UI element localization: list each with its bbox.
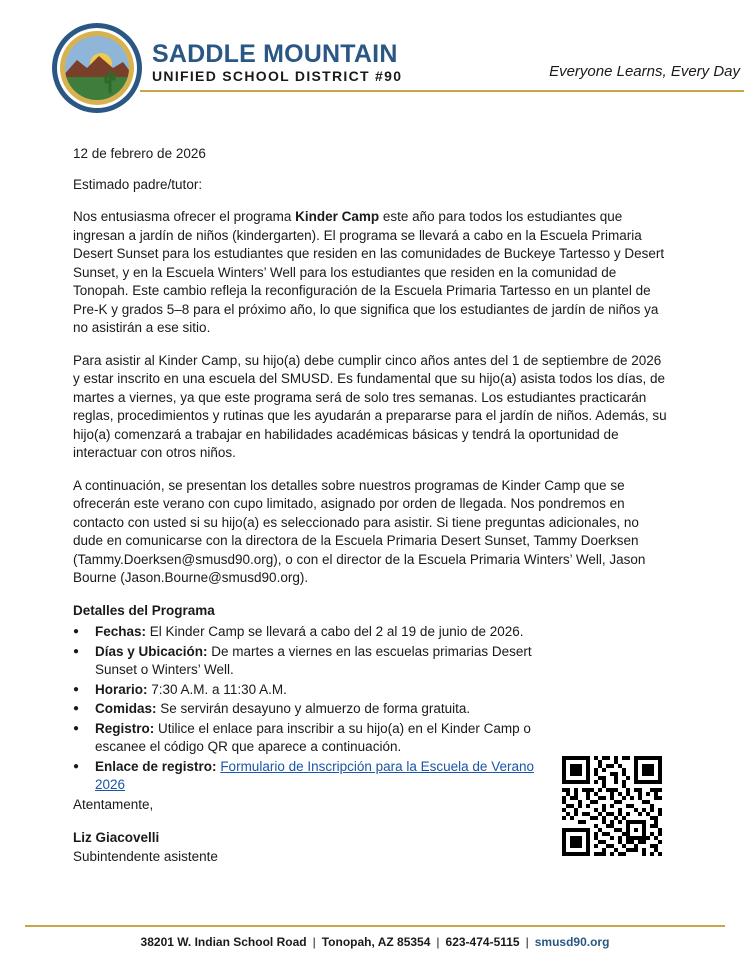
footer-phone: 623-474-5115 xyxy=(445,935,520,949)
header-divider xyxy=(140,90,744,92)
detail-text: De martes a viernes en las escuelas primarias Desert Sunset o Winters’ Well. xyxy=(95,643,532,677)
detail-days-location xyxy=(95,643,555,680)
program-details-list xyxy=(73,623,555,795)
district-tagline: Everyone Learns, Every Day xyxy=(549,63,740,80)
letterhead xyxy=(0,0,750,100)
paragraph-eligibility: Para asistir al Kinder Camp, su hijo(a) debe cumplir cinco años antes del 1 de septiembre de 2026 y estar inscrito en una escuela del SMUSD. Es fundamental que su hijo(a) asista todos los días, de martes a viernes, ya que este programa será de solo tres semanas. Los estudiantes practicarán reglas, procedimientos y rutinas que les ayudarán a prepararse para el jardín de niños. Además, su hijo(a) comenzará a trabajar en habilidades académicas básicas y tendrá la oportunidad de interactuar con otros niños. xyxy=(73,352,667,460)
detail-label: Fechas: xyxy=(95,624,147,639)
intro-text-start: Nos entusiasma ofrecer el programa xyxy=(73,209,296,224)
registration-form-link[interactable]: Formulario de Inscripción para la Escuela de Verano 2026 xyxy=(95,758,534,792)
footer-address: 38201 W. Indian School Road xyxy=(140,935,307,949)
details-heading: Detalles del Programa xyxy=(73,602,215,618)
detail-text: Se servirán desayuno y almuerzo de forma gratuita. xyxy=(156,701,471,716)
footer-contact xyxy=(0,935,750,949)
separator: | xyxy=(312,935,316,949)
letter-date: 12 de febrero de 2026 xyxy=(73,146,206,161)
detail-registration xyxy=(95,720,555,757)
salutation: Estimado padre/tutor: xyxy=(73,176,203,192)
intro-text-end: este año para todos los estudiantes que ingresan a jardín de niños (kindergarten). El programa se llevará a cabo en la Escuela Primaria Desert Sunset para los estudiantes que residen en las comunidades de Buckeye Tartesso y Desert Sunset, y en la Escuela Winters’ Well para los estudiantes que residen en la comunidad de Tonopah. Este cambio refleja la reconfiguración de la Escuela Primaria Tartesso en un plantel de Pre-K y grados 5–8 para el próximo año, lo que significa que los estudiantes de jardín de niños ya no asistirán a ese sitio. xyxy=(73,209,665,335)
detail-text: Utilice el enlace para inscribir a su hijo(a) en el Kinder Camp o escanee el código QR que aparece a continuación. xyxy=(95,720,531,754)
detail-dates xyxy=(95,623,555,642)
detail-registration-link xyxy=(95,758,555,795)
separator: | xyxy=(525,935,529,949)
paragraph-contact: A continuación, se presentan los detalles sobre nuestros programas de Kinder Camp que se ofrecerán este verano con cupo limitado, asignado por orden de llegada. Nos pondremos en contacto con usted si su hijo(a) es seleccionado para asistir. Si tiene preguntas adicionales, no dude en comunicarse con la directora de la Escuela Primaria Desert Sunset, Tammy Doerksen (Tammy.Doerksen@smusd90.org), o con el director de la Escuela Primaria Winters’ Well, Jason Bourne (Jason.Bourne@smusd90.org). xyxy=(73,477,646,585)
detail-label: Enlace de registro: xyxy=(95,758,217,774)
district-name: SADDLE MOUNTAIN xyxy=(152,40,398,68)
detail-text: El Kinder Camp se llevará a cabo del 2 al 19 de junio de 2026. xyxy=(146,624,524,639)
detail-meals xyxy=(95,700,555,719)
detail-label: Registro: xyxy=(95,720,155,736)
detail-label: Horario: xyxy=(95,681,148,697)
paragraph-intro xyxy=(73,208,671,338)
footer-website: smusd90.org xyxy=(534,935,610,949)
detail-schedule xyxy=(95,681,555,700)
detail-label: Días y Ubicación: xyxy=(95,643,208,659)
signer-title: Subintendente asistente xyxy=(73,848,218,864)
qr-code[interactable] xyxy=(562,756,662,856)
district-subtitle: UNIFIED SCHOOL DISTRICT #90 xyxy=(152,68,403,84)
detail-label: Comidas: xyxy=(95,701,157,716)
footer-city: Tonopah, AZ 85354 xyxy=(321,935,431,949)
detail-text: 7:30 A.M. a 11:30 A.M. xyxy=(147,681,287,697)
footer-divider xyxy=(25,925,725,927)
district-logo xyxy=(51,22,143,114)
signer-name: Liz Giacovelli xyxy=(73,830,160,845)
closing: Atentamente, xyxy=(73,796,154,812)
program-name: Kinder Camp xyxy=(295,209,380,224)
separator: | xyxy=(436,935,440,949)
